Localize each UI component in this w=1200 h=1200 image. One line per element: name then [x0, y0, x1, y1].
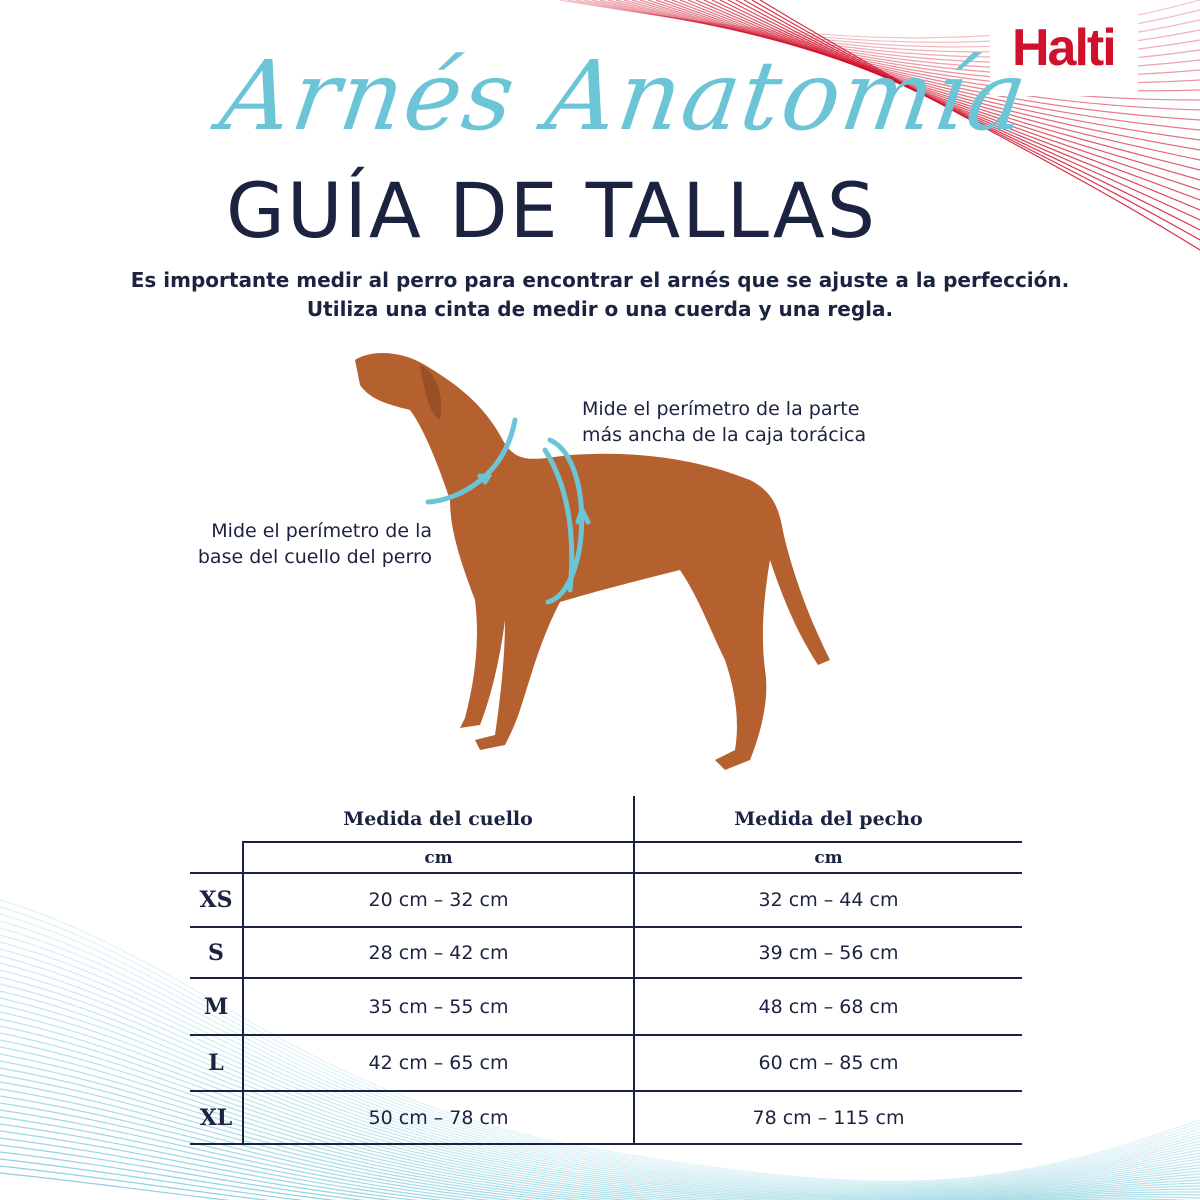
size-table — [190, 796, 1022, 1145]
halti-logo: Halti — [1012, 19, 1115, 77]
chest-range: 32 cm – 44 cm — [634, 873, 1022, 927]
size-label: L — [190, 1035, 243, 1091]
product-name: Arnés Anatomía — [214, 40, 1036, 152]
neck-range: 35 cm – 55 cm — [243, 978, 634, 1035]
table-row — [190, 1091, 1022, 1144]
size-label: S — [190, 927, 243, 978]
size-label: M — [190, 978, 243, 1035]
neck-caption-line-1: Mide el perímetro de la — [211, 520, 432, 542]
intro-text — [0, 266, 1200, 324]
unit-chest: cm — [814, 847, 843, 868]
chest-caption-line-1: Mide el perímetro de la parte — [582, 398, 860, 420]
column-header-neck: Medida del cuello — [243, 796, 634, 842]
intro-line-1: Es importante medir al perro para encontrar el arnés que se ajuste a la perfección. — [130, 268, 1070, 292]
neck-measure-caption — [190, 518, 432, 570]
chest-range: 60 cm – 85 cm — [634, 1035, 1022, 1091]
table-row — [190, 1035, 1022, 1091]
neck-range: 20 cm – 32 cm — [243, 873, 634, 927]
table-row — [190, 978, 1022, 1035]
size-label: XS — [190, 873, 243, 927]
neck-range: 50 cm – 78 cm — [243, 1091, 634, 1144]
column-header-chest: Medida del pecho — [634, 796, 1022, 842]
chest-range: 48 cm – 68 cm — [634, 978, 1022, 1035]
intro-line-2: Utiliza una cinta de medir o una cuerda y una regla. — [306, 297, 894, 321]
unit-neck: cm — [243, 842, 634, 873]
table-header-row — [190, 796, 1022, 842]
chest-range: 78 cm – 115 cm — [634, 1091, 1022, 1144]
neck-range: 28 cm – 42 cm — [243, 927, 634, 978]
chest-caption-line-2: más ancha de la caja torácica — [582, 424, 867, 446]
page-title: GUÍA DE TALLAS — [226, 166, 877, 255]
neck-range: 42 cm – 65 cm — [243, 1035, 634, 1091]
table-unit-row — [190, 842, 1022, 873]
neck-caption-line-2: base del cuello del perro — [197, 546, 432, 568]
chest-range: 39 cm – 56 cm — [634, 927, 1022, 978]
size-label: XL — [190, 1091, 243, 1144]
table-row — [190, 873, 1022, 927]
chest-measure-caption — [582, 396, 866, 448]
table-row — [190, 927, 1022, 978]
